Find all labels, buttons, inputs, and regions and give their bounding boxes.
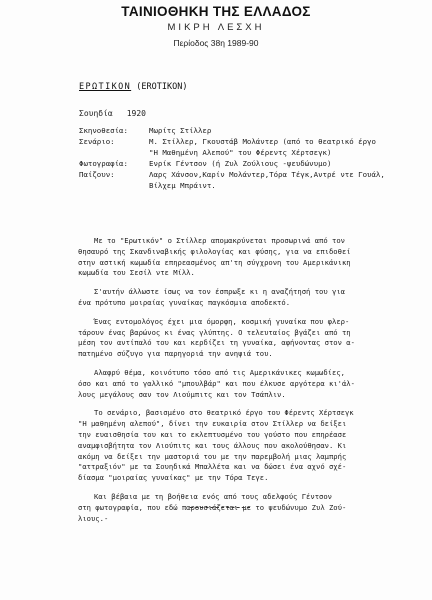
paragraph-line: Αλαφρύ θέμα, κοινότυπο τόσο από τις Αμερικάνικες κωμωδίες,: [94, 367, 345, 377]
paragraph-line: θησαυρό της Σκανδιναβικής φιλολογίας και φύσης, για να επιδοθεί: [78, 246, 351, 256]
paragraph-line: πατημένο σύζυγο για παρηγοριά την ανηψιά του.: [78, 349, 273, 359]
paragraph-line: στη φωτογραφία, που εδώ παρουσιάζεται με το ψευδώνυμο Ζυλ Ζού-: [78, 502, 347, 512]
paragraph-line: μέση τον αντίπαλό του και κερδίζει τη γυναίκα, αφήνοντας στον α-: [78, 338, 355, 348]
credit-value-line: "Η Μαθημένη Αλεπού" του Φέρεντς Χέρτσεγκ): [149, 148, 332, 157]
credit-value: [149, 125, 424, 136]
paragraph-line: λους μεγάλους σαν τον Λιούμπιτς και τον Τσάπλιν.: [78, 389, 286, 399]
credit-value: [149, 136, 424, 158]
paragraph-line: Και βέβαια με τη βοήθεια ενός από τους αδελφούς Γέντσον: [94, 491, 332, 501]
credit-label: Φωτογραφία:: [79, 159, 128, 168]
paragraph-line: ένα πρότυπο μοιραίας γυναίκας παγκόσμια αποδεκτό.: [78, 297, 291, 307]
film-title-alt: (EROTIKON): [136, 82, 188, 92]
paragraph-line: αναμφισβήτητα τον Λιούπιτς και τους άλλους που ακολούθησαν. Κι: [78, 440, 347, 450]
credit-value-line: Βίλχεμ Μπράιντ.: [149, 181, 216, 190]
film-year: 1920: [126, 109, 146, 118]
credits-list: [79, 125, 424, 191]
paragraph-line: ακόμη να δείξει την μαστοριά του με την παρεμβολή μιας λαμπρής: [78, 451, 347, 461]
paragraph-line: τάρουν ένας βαρώνος κι ένας γλύπτης. Ο τελευταίος βγάζει από τη: [78, 327, 351, 337]
paragraph: [78, 287, 424, 309]
paragraph-line: όσο και από το γαλλικό "μπουλβάρ" και που έλκυσε αργότερα κι'άλ-: [78, 378, 355, 388]
film-title: [79, 82, 187, 92]
paragraph-line: "αττραξιόν" με τα Σουηδικά Μπαλλέτα και να δώσει ένα αχνό σχέ-: [78, 462, 347, 472]
paragraph-line: Το σενάριο, βασισμένο στο θεατρικό έργο του Φέρεντς Χέρτσεγκ: [94, 408, 354, 418]
credit-label: Παίζουν:: [79, 170, 115, 179]
credit-label: Σενάριο:: [79, 137, 115, 146]
film-title-greek: ΕΡΩΤΙΚΟΝ: [79, 82, 132, 92]
paragraph-line: στην αστική κωμωδία επηρεασμένος απ'τη σύγχρονη του Αμερικάνικη: [78, 257, 351, 267]
paragraph-line: Σ'αυτήν άλλωστε ίσως να τον έσπρωξε κι η αναζήτησή του για: [94, 287, 345, 297]
paragraph: [78, 368, 424, 400]
header-subtitle: ΜΙΚΡΗ ΛΕΣΧΗ: [167, 22, 265, 33]
paragraph-line: Με το "Ερωτικόν" ο Στίλλερ απομακρύνεται προσωρινά από τον: [94, 236, 345, 245]
paragraph-line: "Η μαθημένη αλεπού", δίνει την ευκαιρία στον Στίλλερ να δείξει: [78, 419, 347, 429]
credit-value-line: Ενρίκ Γέντσον (ή Ζυλ Ζούλιους -ψευδώνυμο): [149, 159, 332, 168]
end-separator: [190, 507, 250, 508]
credit-row: [79, 125, 424, 136]
paragraph-line: Ένας εντομολόγος έχει μια όμορφη, κοσμική γυναίκα που φλερ-: [94, 316, 350, 326]
paragraph: [78, 317, 424, 360]
credit-row: [79, 136, 424, 158]
film-country: Σουηδία: [79, 109, 113, 118]
paragraph: [78, 236, 424, 279]
body-text: [78, 236, 424, 532]
credit-value: [149, 158, 424, 169]
credit-value-line: Μ. Στίλλερ, Γκουστάβ Μολάντερ (από το θεατρικό έργο: [149, 137, 376, 146]
credit-value-line: Λαρς Χάνσον,Καρίν Μολάντερ,Τόρα Τέγκ,Αντρέ ντε Γουάλ,: [149, 170, 385, 179]
paragraph-line: λιους.-: [78, 513, 109, 523]
header-title: ΤΑΙΝΙΟΘΗΚΗ ΤΗΣ ΕΛΛΑΔΟΣ: [121, 4, 311, 19]
paragraph: [78, 408, 424, 484]
credit-row: [79, 169, 424, 191]
credit-value-line: Μωρίτς Στίλλερ: [149, 126, 212, 135]
paragraph-line: δίασμα "μοιραίας γυναίκας" με την Τόρα Τεγε.: [78, 473, 269, 483]
credit-value: [149, 169, 424, 191]
header-period: Περίοδος 38η 1989-90: [173, 38, 259, 48]
country-year: [79, 109, 146, 118]
credit-row: [79, 158, 424, 169]
paragraph-line: κωμωδία του Σεσίλ ντε Μίλλ.: [78, 268, 195, 278]
credit-label: Σκηνοθεσία:: [79, 126, 128, 135]
paragraph-line: την ευαισθησία του και το εκλεπτυσμένο του γούστο που επηρέασε: [78, 429, 347, 439]
paragraph: [78, 492, 424, 524]
